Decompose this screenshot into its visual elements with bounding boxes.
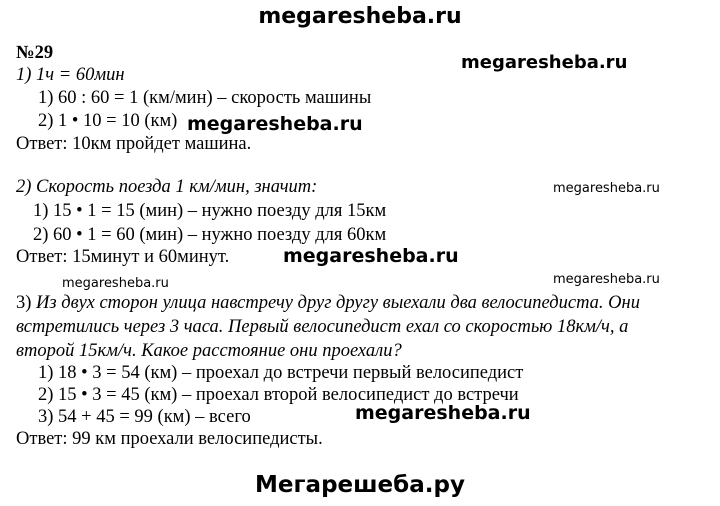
part2-step: 2) 60 • 1 = 60 (мин) – нужно поезду для 60км bbox=[33, 225, 387, 245]
part3-problem-text: Из двух сторон улица навстречу друг другу выехали два велосипедиста. Они bbox=[36, 293, 640, 313]
watermark: megaresheba.ru bbox=[62, 276, 169, 291]
part1-step: 2) 1 • 10 = 10 (км) bbox=[38, 111, 178, 131]
part1-answer: Ответ: 10км пройдет машина. bbox=[16, 134, 252, 154]
task-number: №29 bbox=[16, 43, 54, 63]
watermark: megaresheba.ru bbox=[283, 245, 459, 267]
part3-problem-line: второй 15км/ч. Какое расстояние они проехали? bbox=[16, 341, 402, 361]
part1-step: 1) 60 : 60 = 1 (км/мин) – скорость машины bbox=[38, 88, 372, 108]
watermark: megaresheba.ru bbox=[553, 181, 660, 196]
part3-problem-line bbox=[16, 292, 640, 314]
part2-step: 1) 15 • 1 = 15 (мин) – нужно поезду для 15км bbox=[33, 201, 387, 221]
part3-answer: Ответ: 99 км проехали велосипедисты. bbox=[16, 429, 323, 449]
part3-step: 1) 18 • 3 = 54 (км) – проехал до встречи первый велосипедист bbox=[38, 363, 524, 383]
watermark-top: megaresheba.ru bbox=[258, 4, 462, 29]
part3-number: 3) bbox=[16, 293, 32, 313]
watermark: megaresheba.ru bbox=[355, 402, 531, 424]
watermark: megaresheba.ru bbox=[461, 52, 628, 73]
watermark-bottom: Мегарешеба.ру bbox=[255, 472, 465, 498]
part3-problem-line: встретились через 3 часа. Первый велосипедист ехал со скоростью 18км/ч, а bbox=[16, 317, 629, 337]
watermark: megaresheba.ru bbox=[553, 272, 660, 287]
part2-header: 2) Скорость поезда 1 км/мин, значит: bbox=[16, 177, 318, 197]
part3-step: 3) 54 + 45 = 99 (км) – всего bbox=[38, 407, 251, 427]
part2-answer: Ответ: 15минут и 60минут. bbox=[16, 247, 230, 267]
part3-step: 2) 15 • 3 = 45 (км) – проехал второй велосипедист до встречи bbox=[38, 385, 519, 405]
watermark: megaresheba.ru bbox=[187, 113, 363, 135]
part1-header: 1) 1ч = 60мин bbox=[16, 65, 125, 85]
